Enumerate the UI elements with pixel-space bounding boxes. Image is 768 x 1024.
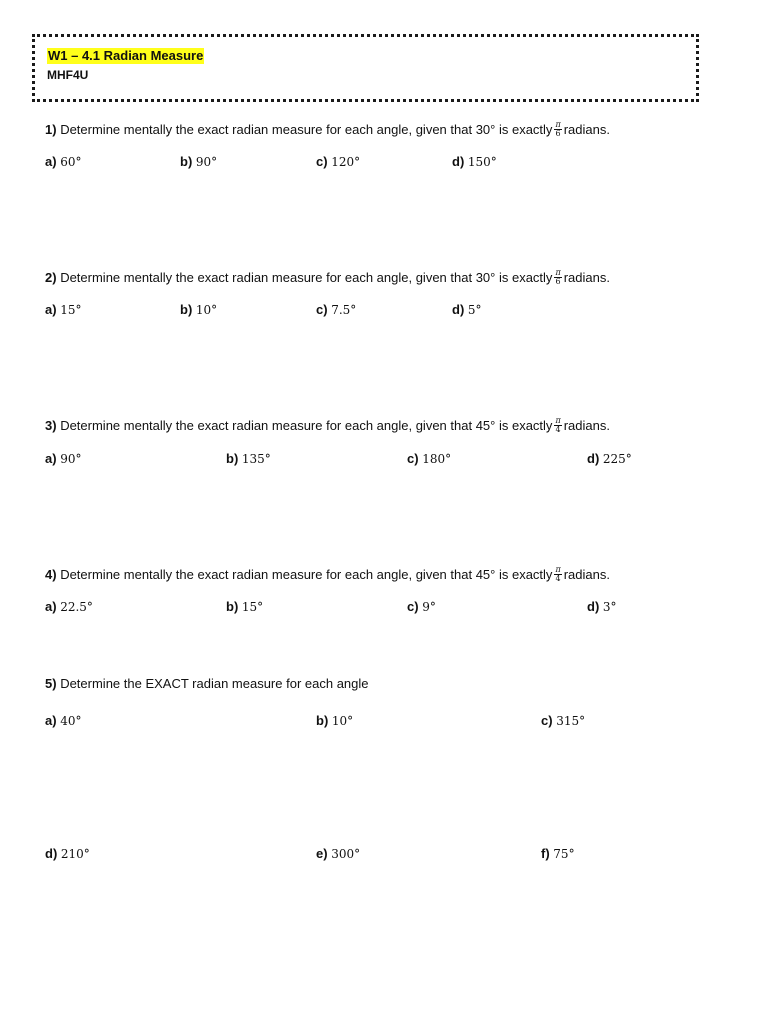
answer-item: f) 75°	[541, 846, 575, 861]
question-5-prompt	[45, 676, 369, 692]
answer-item: a) 40°	[45, 713, 82, 728]
question-text-suffix: radians.	[563, 122, 610, 137]
answer-item: c) 315°	[541, 713, 586, 728]
question-3-prompt	[45, 418, 610, 435]
question-text-suffix: radians.	[563, 567, 610, 582]
question-text-suffix: radians.	[563, 270, 610, 285]
answer-item: d) 225°	[587, 451, 632, 466]
question-1-prompt	[45, 122, 610, 139]
pi-fraction: $\frac{\pi}{6}$	[555, 120, 561, 139]
worksheet-title: W1 – 4.1 Radian Measure	[48, 48, 204, 63]
question-text: Determine the EXACT radian measure for each angle	[60, 676, 369, 691]
question-number: 2)	[45, 270, 57, 285]
answer-item: d) 5°	[452, 302, 482, 317]
answer-item: d) 150°	[452, 154, 497, 169]
answer-item: b) 135°	[226, 451, 271, 466]
pi-fraction: $\frac{\pi}{6}$	[555, 268, 561, 287]
answer-item: c) 9°	[407, 599, 436, 614]
question-text: Determine mentally the exact radian measure for each angle, given that 30° is exactly	[60, 122, 553, 137]
worksheet-header-box	[32, 34, 699, 102]
answer-item: a) 15°	[45, 302, 82, 317]
question-number: 4)	[45, 567, 57, 582]
answer-item: d) 3°	[587, 599, 617, 614]
question-text: Determine mentally the exact radian measure for each angle, given that 30° is exactly	[60, 270, 553, 285]
question-number: 1)	[45, 122, 57, 137]
question-text: Determine mentally the exact radian measure for each angle, given that 45° is exactly	[60, 418, 553, 433]
answer-item: b) 90°	[180, 154, 218, 169]
answer-item: b) 10°	[180, 302, 218, 317]
pi-fraction: $\frac{\pi}{4}$	[555, 565, 561, 584]
course-code: MHF4U	[47, 68, 89, 82]
question-text-suffix: radians.	[563, 418, 610, 433]
answer-item: e) 300°	[316, 846, 361, 861]
answer-item: a) 22.5°	[45, 599, 93, 614]
question-text: Determine mentally the exact radian measure for each angle, given that 45° is exactly	[60, 567, 553, 582]
question-4-prompt	[45, 567, 610, 584]
answer-item: d) 210°	[45, 846, 90, 861]
answer-item: a) 60°	[45, 154, 82, 169]
answer-item: c) 120°	[316, 154, 361, 169]
answer-item: b) 10°	[316, 713, 354, 728]
question-number: 3)	[45, 418, 57, 433]
answer-item: b) 15°	[226, 599, 264, 614]
question-2-prompt	[45, 270, 610, 287]
answer-item: c) 180°	[407, 451, 452, 466]
question-number: 5)	[45, 676, 57, 691]
answer-item: a) 90°	[45, 451, 82, 466]
pi-fraction: $\frac{\pi}{4}$	[555, 416, 561, 435]
answer-item: c) 7.5°	[316, 302, 357, 317]
